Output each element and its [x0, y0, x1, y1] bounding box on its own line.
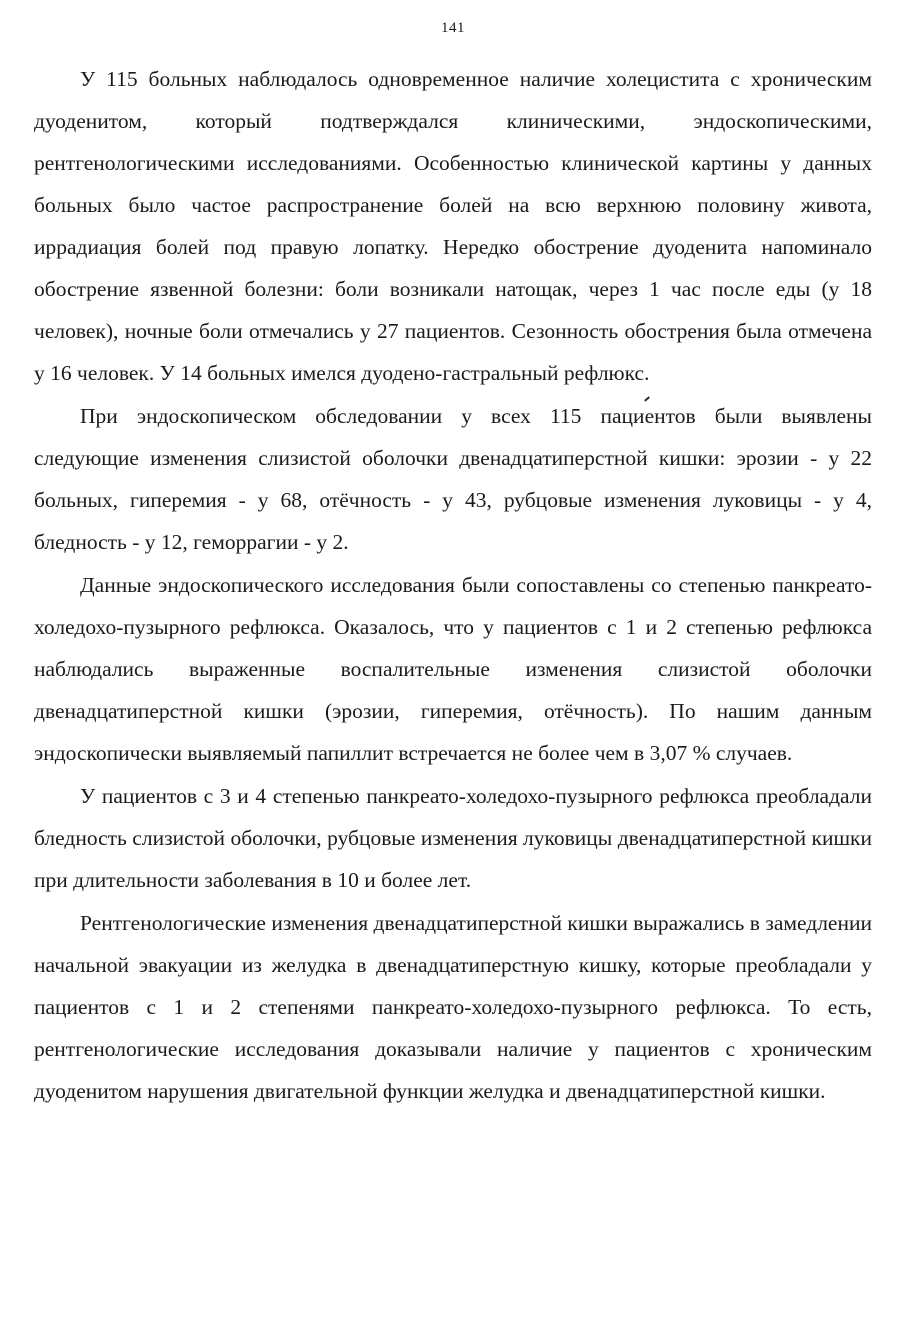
paragraph-endoscopy-vs-reflux: Данные эндоскопического исследования были сопоставлены со степенью панкреато-холедохо-пузырного рефлюкса. Оказалось, что у пациентов с 1 и 2 степенью рефлюкса наблюдались выраженные воспалительные изменения слизистой оболочки двенадцатиперстной кишки (эрозии, гиперемия, отёчность). По нашим данным эндоскопически выявляемый папиллит встречается не более чем в 3,07 % случаев.: [34, 573, 872, 765]
paragraph-endoscopic-findings: При эндоскопическом обследовании у всех 115 пациентов были выявлены следующие изменения слизистой оболочки двенадцатиперстной кишки: эрозии - у 22 больных, гиперемия - у 68, отёчность - у 43, рубцовые изменения луковицы - у 4, бледность - у 12, геморрагии - у 2.: [34, 404, 872, 554]
paragraph-cholecystitis-duodenitis: У 115 больных наблюдалось одновременное наличие холецистита с хроническим дуоденитом, который подтверждался клиническими, эндоскопическими, рентгенологическими исследованиями. Особенностью клинической картины у данных больных было частое распространение болей на всю верхнюю половину живота, иррадиация болей под правую лопатку. Нередко обострение дуоденита напоминало обострение язвенной болезни: боли возникали натощак, через 1 час после еды (у 18 человек), ночные боли отмечались у 27 пациентов. Сезонность обострения была отмечена у 16 человек. У 14 больных имелся дуодено-гастральный рефлюкс.: [34, 67, 872, 385]
paragraph-radiology-findings: Рентгенологические изменения двенадцатиперстной кишки выражались в замедлении начальной эвакуации из желудка в двенадцатиперстную кишку, которые преобладали у пациентов с 1 и 2 степенями панкреато-холедохо-пузырного рефлюкса. То есть, рентгенологические исследования доказывали наличие у пациентов с хроническим дуоденитом нарушения двигательной функции желудка и двенадцатиперстной кишки.: [34, 911, 872, 1103]
page-number: 141: [441, 20, 465, 36]
body-text: [34, 58, 872, 1113]
paragraph-reflux-grade-3-4: У пациентов с 3 и 4 степенью панкреато-холедохо-пузырного рефлюкса преобладали бледность слизистой оболочки, рубцовые изменения луковицы двенадцатиперстной кишки при длительности заболевания в 10 и более лет.: [34, 784, 872, 892]
